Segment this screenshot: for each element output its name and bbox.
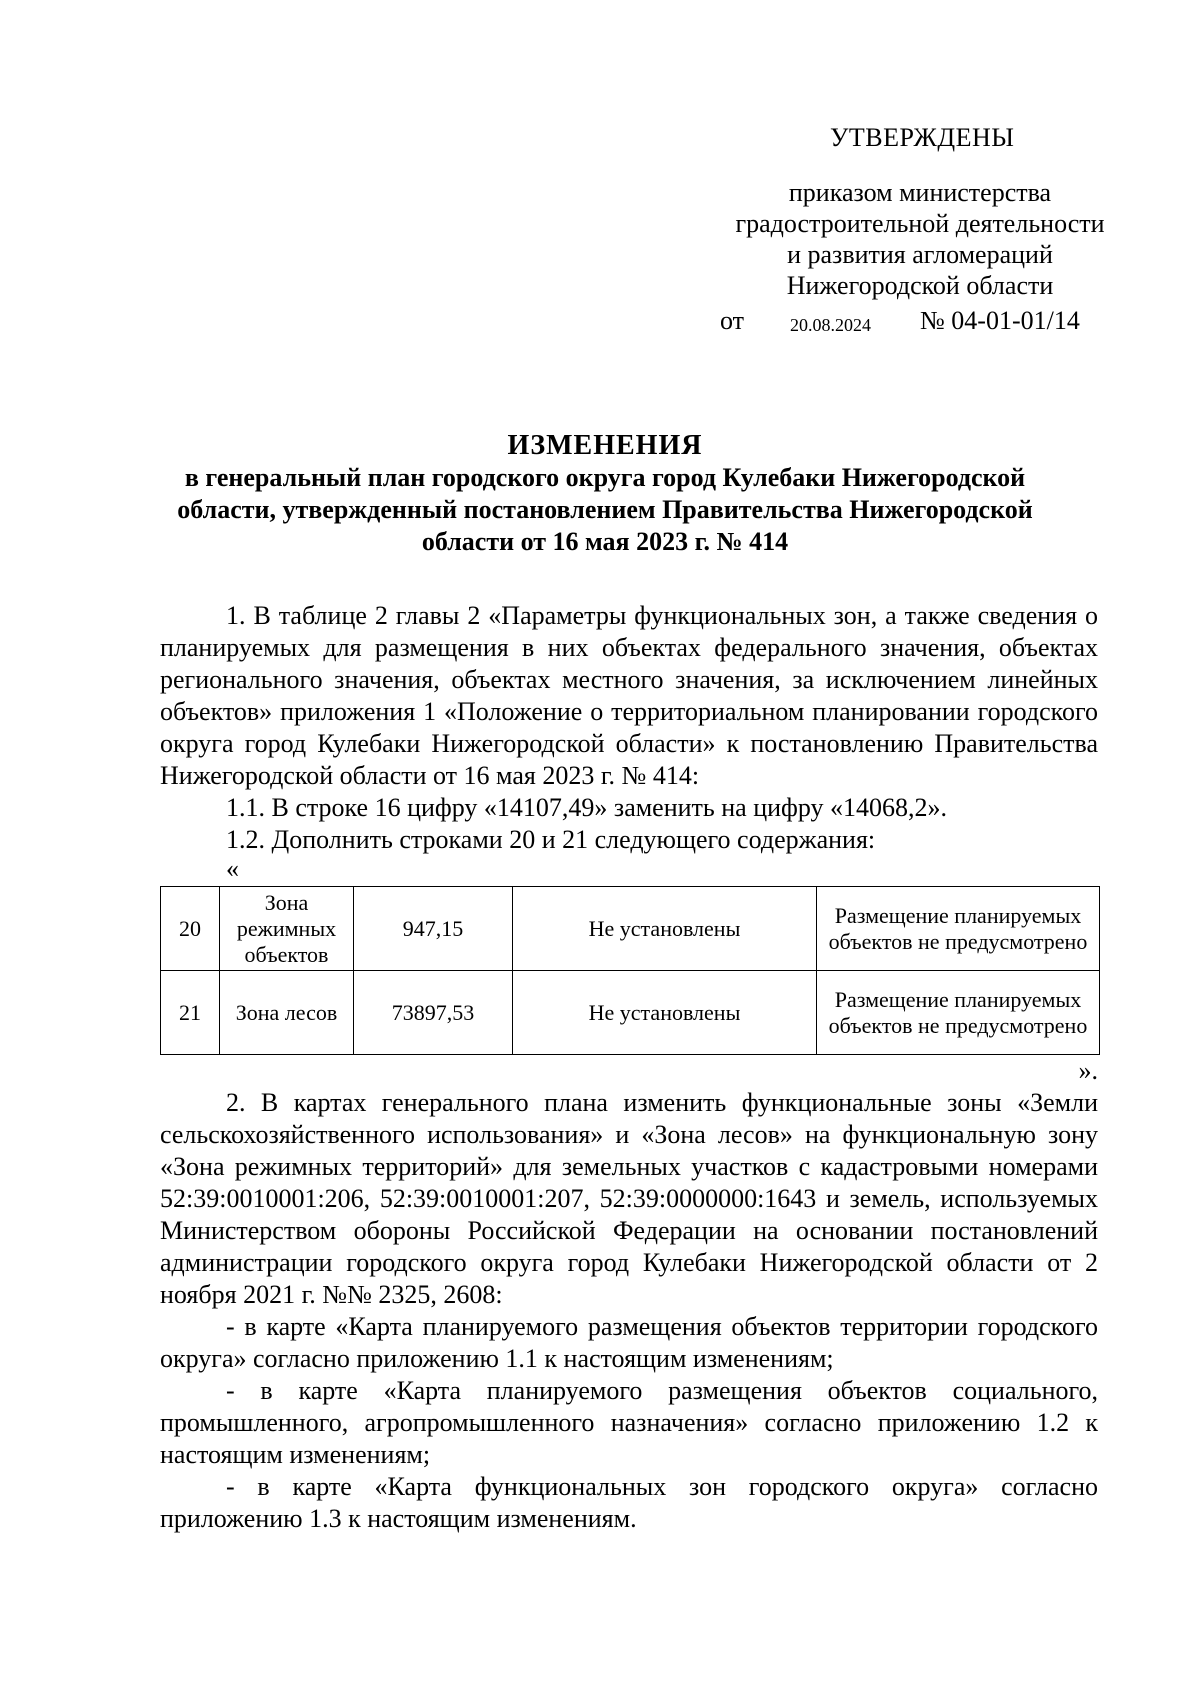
bullet-item: - в карте «Карта планируемого размещения объектов территории городского округа» согласно приложению 1.1 к настоящим изменениям; [160, 1312, 1098, 1373]
paragraph-1-2: 1.2. Дополнить строками 20 и 21 следующего содержания: [226, 825, 876, 854]
quote-open: « [226, 854, 239, 883]
zone-area: 73897,53 [354, 971, 513, 1055]
zone-area: 947,15 [354, 887, 513, 971]
zones-table [160, 886, 1100, 1055]
document-body [160, 600, 1098, 1535]
approval-line: и развития агломераций [787, 240, 1053, 269]
zone-objects: Размещение планируемых объектов не предусмотрено [817, 971, 1100, 1055]
bullet-item: - в карте «Карта функциональных зон городского округа» согласно приложению 1.3 к настоящим изменениям. [160, 1472, 1098, 1533]
approval-line: Нижегородской области [786, 271, 1054, 300]
zone-name: Зона лесов [220, 971, 354, 1055]
approval-line: приказом министерства [788, 178, 1052, 207]
bullet-item: - в карте «Карта планируемого размещения объектов социального, промышленного, агропромышленного назначения» согласно приложению 1.2 к настоящим изменениям; [160, 1376, 1098, 1469]
order-details [700, 302, 1140, 336]
order-date: 20.08.2024 [790, 315, 871, 335]
zone-name: Зона режимных объектов [220, 887, 354, 971]
approval-stamp: УТВЕРЖДЕНЫ [830, 123, 1015, 152]
title-main: ИЗМЕНЕНИЯ [507, 430, 703, 461]
title-subtitle: в генеральный план городского округа город Кулебаки Нижегородской области, утвержденный постановлением Правительства Нижегородской области от 16 мая 2023 г. № 414 [177, 463, 1033, 556]
row-number: 21 [161, 971, 220, 1055]
paragraph-2: 2. В картах генерального плана изменить функциональные зоны «Земли сельскохозяйственного использования» и «Зона лесов» на функциональную зону «Зона режимных территорий» для земельных участков с кадастровыми номерами 52:39:0010001:206, 52:39:0010001:207, 52:39:0000000:1643 и земель, используемых Министерством обороны Российской Федерации на основании постановлений администрации городского округа город Кулебаки Нижегородской области от 2 ноября 2021 г. №№ 2325, 2608: [160, 1088, 1098, 1309]
paragraph-1-1: 1.1. В строке 16 цифру «14107,49» заменить на цифру «14068,2». [226, 793, 948, 822]
zone-params: Не установлены [513, 887, 817, 971]
paragraph-1: 1. В таблице 2 главы 2 «Параметры функциональных зон, а также сведения о планируемых для размещения в них объектах федерального значения, объектах регионального значения, объектах местного значения, за исключением линейных объектов» приложения 1 «Положение о территориальном планировании городского округа город Кулебаки Нижегородской области» к постановлению Правительства Нижегородской области от 16 мая 2023 г. № 414: [160, 601, 1098, 790]
approval-line: градостроительной деятельности [735, 209, 1105, 238]
table-row [161, 887, 1100, 971]
zone-objects: Размещение планируемых объектов не предусмотрено [817, 887, 1100, 971]
from-label: от [720, 306, 745, 335]
table-row [161, 971, 1100, 1055]
order-number: № 04-01-01/14 [920, 306, 1080, 335]
row-number: 20 [161, 887, 220, 971]
quote-close: ». [1078, 1056, 1098, 1085]
document-title [160, 430, 1050, 558]
zone-params: Не установлены [513, 971, 817, 1055]
